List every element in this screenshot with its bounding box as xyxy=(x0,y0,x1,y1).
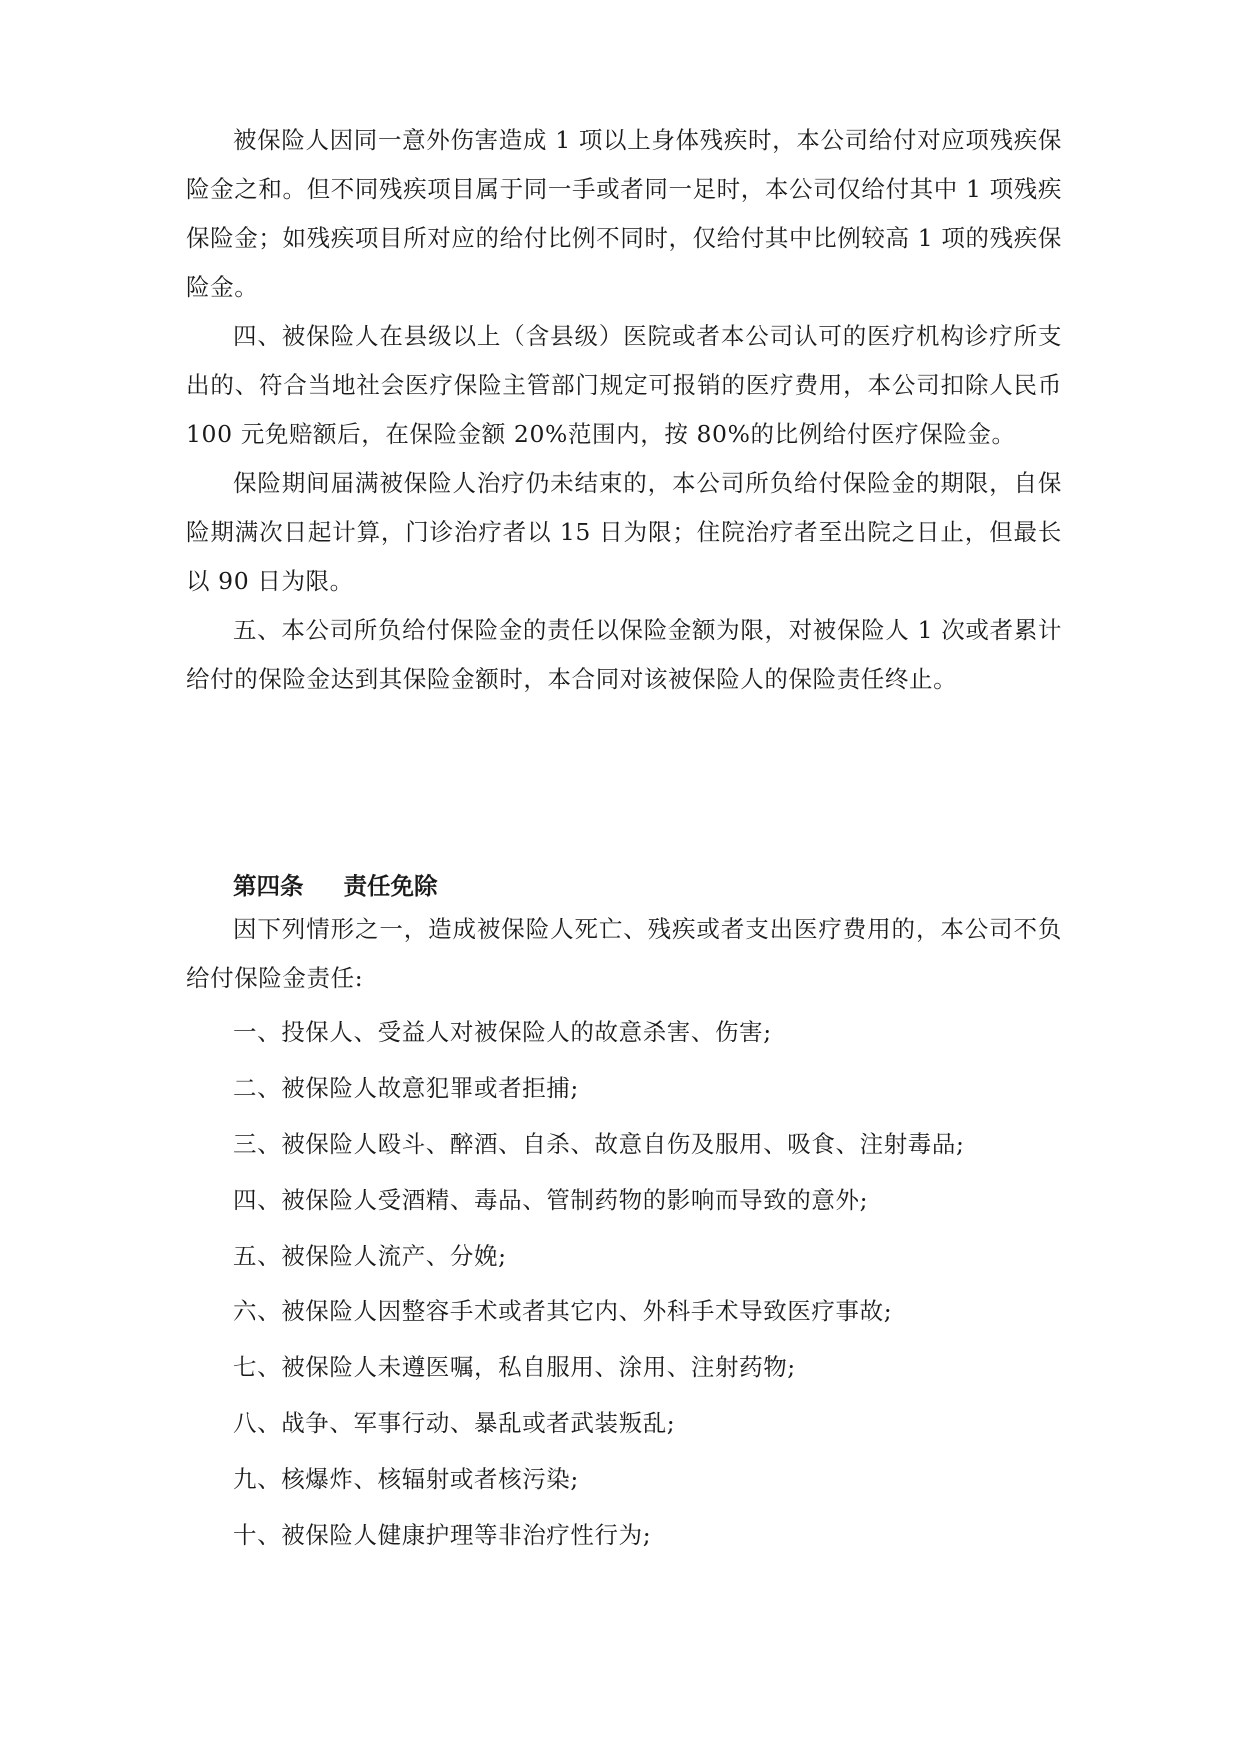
exclusion-item: 三、被保险人殴斗、醉酒、自杀、故意自伤及服用、吸食、注射毒品; xyxy=(233,1130,965,1158)
exclusion-item: 六、被保险人因整容手术或者其它内、外科手术导致医疗事故; xyxy=(233,1297,893,1325)
section-title: 责任免除 xyxy=(343,872,438,900)
paragraph-treatment-period: 保险期间届满被保险人治疗仍未结束的，本公司所负给付保险金的期限，自保险期满次日起计算，门诊治疗者以 15 日为限；住院治疗者至出院之日止，但最长以 90 日为限。 xyxy=(186,469,1062,595)
exclusion-item: 七、被保险人未遵医嘱，私自服用、涂用、注射药物; xyxy=(233,1353,796,1381)
exclusion-item: 二、被保险人故意犯罪或者拒捕; xyxy=(233,1074,579,1102)
exclusion-item: 四、被保险人受酒精、毒品、管制药物的影响而导致的意外; xyxy=(233,1186,869,1214)
exclusion-item: 一、投保人、受益人对被保险人的故意杀害、伤害; xyxy=(233,1018,772,1046)
section-heading xyxy=(233,871,438,901)
exclusions-intro: 因下列情形之一，造成被保险人死亡、残疾或者支出医疗费用的，本公司不负给付保险金责任: xyxy=(186,915,1062,992)
exclusion-item: 十、被保险人健康护理等非治疗性行为; xyxy=(233,1521,652,1549)
paragraph-liability-limit: 五、本公司所负给付保险金的责任以保险金额为限，对被保险人 1 次或者累计给付的保险金达到其保险金额时，本合同对该被保险人的保险责任终止。 xyxy=(186,616,1062,693)
paragraph-medical-benefit: 四、被保险人在县级以上（含县级）医院或者本公司认可的医疗机构诊疗所支出的、符合当地社会医疗保险主管部门规定可报销的医疗费用，本公司扣除人民币 100 元免赔额后，在保险金额 20%范围内，按 80%的比例给付医疗保险金。 xyxy=(186,322,1062,448)
paragraph-disability-benefit: 被保险人因同一意外伤害造成 1 项以上身体残疾时，本公司给付对应项残疾保险金之和。但不同残疾项目属于同一手或者同一足时，本公司仅给付其中 1 项残疾保险金；如残疾项目所对应的给付比例不同时，仅给付其中比例较高 1 项的残疾保险金。 xyxy=(186,126,1062,301)
exclusion-item: 八、战争、军事行动、暴乱或者武装叛乱; xyxy=(233,1409,676,1437)
section-number: 第四条 xyxy=(233,872,304,900)
exclusion-item: 九、核爆炸、核辐射或者核污染; xyxy=(233,1465,579,1493)
exclusion-item: 五、被保险人流产、分娩; xyxy=(233,1242,507,1270)
